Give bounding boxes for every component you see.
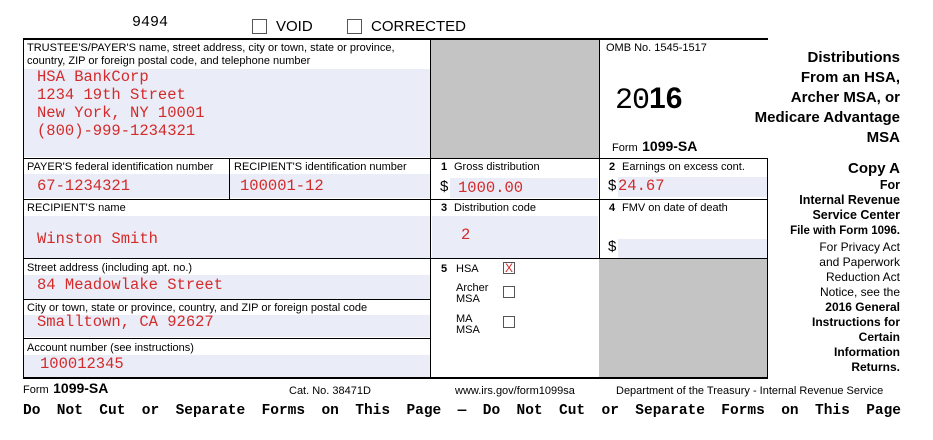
title-line-5: MSA	[866, 129, 900, 146]
title-line-3: Archer MSA, or	[790, 89, 900, 106]
privacy-line-1: For Privacy Act	[819, 240, 900, 254]
footer-form-id	[23, 380, 108, 398]
row-line-5	[23, 338, 430, 339]
irs-url[interactable]: www.irs.gov/form1099sa	[455, 385, 575, 397]
department: Department of the Treasury - Internal Revenue Service	[616, 385, 884, 397]
box1-number: 1	[441, 161, 448, 173]
title-line-1: Distributions	[807, 49, 900, 66]
instr-line-5: Returns.	[851, 360, 900, 374]
divider-a	[430, 38, 431, 378]
account-label: Account number (see instructions)	[27, 342, 194, 354]
irs-line-1: Internal Revenue	[799, 193, 900, 207]
copy-for: For	[879, 178, 900, 192]
year-suffix: 16	[649, 82, 683, 115]
box2-value[interactable]: 24.67	[618, 177, 665, 195]
hsa-checkbox[interactable]: X	[504, 261, 513, 275]
title-line-4: Medicare Advantage	[754, 109, 900, 126]
box1-value[interactable]: 1000.00	[458, 179, 524, 197]
archer-label-1: Archer	[456, 282, 489, 294]
privacy-line-3: Reduction Act	[825, 270, 900, 284]
archer-label-2: MSA	[456, 293, 480, 305]
city-label: City or town, state or province, country, and ZIP or foreign postal code	[27, 302, 368, 314]
box2-label: Earnings on excess cont.	[622, 161, 745, 173]
divider-c	[767, 158, 768, 378]
divider-b	[599, 38, 600, 259]
form-id	[612, 138, 697, 156]
recipient-tin[interactable]: 100001-12	[240, 177, 324, 195]
street-label: Street address (including apt. no.)	[27, 262, 193, 274]
row-line-1	[23, 158, 768, 159]
year-prefix: 20	[615, 84, 650, 118]
box4-label: FMV on date of death	[622, 202, 728, 214]
box3-fill	[432, 216, 598, 258]
copy-a: Copy A	[848, 160, 900, 177]
payer-line-1[interactable]: HSA BankCorp	[37, 68, 149, 86]
payer-line-4[interactable]: (800)-999-1234321	[37, 122, 196, 140]
ma-label-2: MSA	[456, 324, 480, 336]
form-word: Form	[612, 142, 638, 154]
corrected-checkbox[interactable]	[347, 19, 362, 34]
instr-line-4: Information	[834, 345, 900, 359]
instr-line-2: Instructions for	[811, 315, 900, 329]
box1-label: Gross distribution	[454, 161, 540, 173]
irs-line-2: Service Center	[812, 208, 900, 222]
shaded-area-right	[599, 259, 768, 378]
shaded-area-top	[431, 39, 599, 158]
box4-number: 4	[609, 202, 616, 214]
void-label: VOID	[276, 18, 313, 35]
top-border	[23, 38, 768, 40]
title-line-2: From an HSA,	[800, 69, 900, 86]
box1-dollar: $	[440, 178, 449, 195]
payer-tin[interactable]: 67-1234321	[37, 177, 131, 195]
recipient-name[interactable]: Winston Smith	[37, 230, 158, 248]
row-line-4	[23, 299, 430, 300]
box2-dollar: $	[608, 177, 617, 194]
box3-value[interactable]: 2	[461, 226, 471, 244]
ma-label-1: MA	[456, 313, 473, 325]
payer-label-1: TRUSTEE'S/PAYER'S name, street address, city or town, state or province,	[27, 42, 395, 54]
cat-number: Cat. No. 38471D	[289, 385, 371, 397]
do-not-cut-notice: Do Not Cut or Separate Forms on This Page — Do Not Cut or Separate Forms on This Page	[23, 403, 901, 419]
instr-line-1: 2016 General	[825, 300, 900, 314]
box2-number: 2	[609, 161, 616, 173]
ma-checkbox[interactable]	[503, 316, 515, 328]
form-number: 1099-SA	[642, 138, 698, 154]
archer-checkbox[interactable]	[503, 286, 515, 298]
footer-form-number: 1099-SA	[53, 380, 109, 396]
box4-fill	[618, 239, 767, 258]
divider-tin	[229, 158, 230, 199]
box5-number: 5	[441, 263, 448, 275]
payer-tin-label: PAYER'S federal identification number	[27, 161, 214, 173]
box3-label: Distribution code	[454, 202, 536, 214]
box4-dollar: $	[608, 238, 617, 255]
row-line-3	[23, 258, 768, 259]
corrected-label: CORRECTED	[371, 18, 467, 35]
privacy-line-4: Notice, see the	[819, 285, 900, 299]
privacy-line-2: and Paperwork	[819, 255, 900, 269]
hsa-label: HSA	[456, 263, 479, 275]
tax-year	[615, 83, 682, 117]
omb-number: OMB No. 1545-1517	[606, 42, 707, 54]
instr-line-3: Certain	[858, 330, 900, 344]
street-value[interactable]: 84 Meadowlake Street	[37, 276, 224, 294]
recipient-tin-label: RECIPIENT'S identification number	[234, 161, 407, 173]
payer-line-2[interactable]: 1234 19th Street	[37, 86, 186, 104]
account-value[interactable]: 100012345	[40, 355, 124, 373]
payer-line-3[interactable]: New York, NY 10001	[37, 104, 205, 122]
payer-label-2: country, ZIP or foreign postal code, and telephone number	[27, 55, 311, 67]
box3-number: 3	[441, 202, 448, 214]
recipient-name-label: RECIPIENT'S name	[27, 202, 126, 214]
row-line-2	[23, 199, 768, 200]
bottom-border	[23, 377, 768, 379]
left-border	[23, 38, 24, 379]
footer-form-word: Form	[23, 384, 49, 396]
file-with: File with Form 1096.	[790, 225, 900, 237]
form-code: 9494	[132, 14, 169, 31]
void-checkbox[interactable]	[252, 19, 267, 34]
city-value[interactable]: Smalltown, CA 92627	[37, 313, 214, 331]
